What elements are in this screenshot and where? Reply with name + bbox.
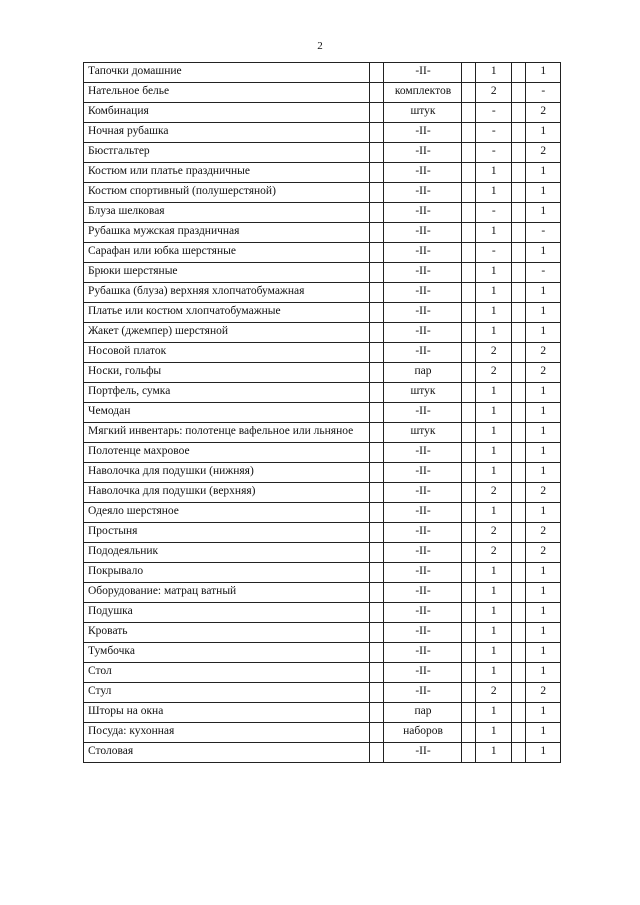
item-name-cell: Наволочка для подушки (верхняя): [83, 483, 370, 503]
unit-cell: -II-: [384, 623, 462, 643]
column-gap: [462, 563, 476, 583]
column-gap: [370, 583, 384, 603]
quantity-2-cell: 1: [526, 443, 562, 463]
quantity-1-cell: -: [476, 143, 512, 163]
column-gap: [462, 303, 476, 323]
column-gap: [370, 503, 384, 523]
unit-cell: -II-: [384, 483, 462, 503]
column-gap: [370, 203, 384, 223]
quantity-2-cell: 1: [526, 123, 562, 143]
table-row: [83, 183, 561, 203]
item-name-cell: Одеяло шерстяное: [83, 503, 370, 523]
unit-cell: -II-: [384, 143, 462, 163]
page-number: 2: [317, 40, 323, 52]
unit-cell: штук: [384, 383, 462, 403]
column-gap: [462, 183, 476, 203]
table-row: [83, 503, 561, 523]
column-gap: [370, 243, 384, 263]
column-gap: [512, 463, 526, 483]
column-gap: [370, 523, 384, 543]
column-gap: [370, 283, 384, 303]
table-row: [83, 483, 561, 503]
table-row: [83, 423, 561, 443]
table-row: [83, 583, 561, 603]
column-gap: [512, 703, 526, 723]
column-gap: [462, 143, 476, 163]
unit-cell: -II-: [384, 123, 462, 143]
column-gap: [370, 62, 384, 83]
quantity-1-cell: 1: [476, 62, 512, 83]
column-gap: [512, 723, 526, 743]
quantity-1-cell: 1: [476, 443, 512, 463]
quantity-1-cell: 1: [476, 623, 512, 643]
quantity-1-cell: -: [476, 123, 512, 143]
unit-cell: -II-: [384, 203, 462, 223]
column-gap: [462, 503, 476, 523]
quantity-1-cell: 1: [476, 263, 512, 283]
column-gap: [370, 323, 384, 343]
table-row: [83, 203, 561, 223]
item-name-cell: Сарафан или юбка шерстяные: [83, 243, 370, 263]
table-row: [83, 543, 561, 563]
column-gap: [512, 583, 526, 603]
table-row: [83, 603, 561, 623]
table-row: [83, 683, 561, 703]
quantity-1-cell: 1: [476, 603, 512, 623]
column-gap: [370, 423, 384, 443]
quantity-1-cell: 1: [476, 643, 512, 663]
quantity-2-cell: -: [526, 223, 562, 243]
table-row: [83, 723, 561, 743]
unit-cell: -II-: [384, 323, 462, 343]
quantity-1-cell: 2: [476, 543, 512, 563]
quantity-2-cell: 1: [526, 463, 562, 483]
unit-cell: -II-: [384, 443, 462, 463]
column-gap: [512, 263, 526, 283]
column-gap: [512, 303, 526, 323]
item-name-cell: Брюки шерстяные: [83, 263, 370, 283]
column-gap: [512, 243, 526, 263]
quantity-1-cell: -: [476, 203, 512, 223]
table-row: [83, 62, 561, 83]
column-gap: [512, 323, 526, 343]
item-name-cell: Наволочка для подушки (нижняя): [83, 463, 370, 483]
column-gap: [462, 62, 476, 83]
quantity-1-cell: 1: [476, 183, 512, 203]
column-gap: [462, 463, 476, 483]
column-gap: [462, 323, 476, 343]
column-gap: [370, 703, 384, 723]
item-name-cell: Простыня: [83, 523, 370, 543]
quantity-1-cell: 1: [476, 583, 512, 603]
unit-cell: пар: [384, 363, 462, 383]
column-gap: [370, 223, 384, 243]
table-row: [83, 383, 561, 403]
item-name-cell: Ночная рубашка: [83, 123, 370, 143]
unit-cell: -II-: [384, 243, 462, 263]
column-gap: [462, 343, 476, 363]
column-gap: [512, 403, 526, 423]
quantity-2-cell: 1: [526, 303, 562, 323]
quantity-2-cell: 1: [526, 203, 562, 223]
item-name-cell: Оборудование: матрац ватный: [83, 583, 370, 603]
column-gap: [462, 663, 476, 683]
column-gap: [512, 443, 526, 463]
table-row: [83, 103, 561, 123]
column-gap: [370, 723, 384, 743]
table-row: [83, 223, 561, 243]
table-row: [83, 563, 561, 583]
table-row: [83, 323, 561, 343]
item-name-cell: Столовая: [83, 743, 370, 763]
table-row: [83, 303, 561, 323]
column-gap: [462, 83, 476, 103]
column-gap: [370, 383, 384, 403]
quantity-2-cell: 1: [526, 183, 562, 203]
item-name-cell: Костюм или платье праздничные: [83, 163, 370, 183]
item-name-cell: Рубашка мужская праздничная: [83, 223, 370, 243]
column-gap: [370, 743, 384, 763]
quantity-2-cell: 1: [526, 583, 562, 603]
item-name-cell: Бюстгальтер: [83, 143, 370, 163]
table-row: [83, 743, 561, 763]
column-gap: [462, 623, 476, 643]
column-gap: [512, 143, 526, 163]
table-row: [83, 343, 561, 363]
column-gap: [512, 343, 526, 363]
quantity-1-cell: 1: [476, 163, 512, 183]
column-gap: [370, 83, 384, 103]
column-gap: [462, 483, 476, 503]
column-gap: [512, 543, 526, 563]
item-name-cell: Покрывало: [83, 563, 370, 583]
unit-cell: -II-: [384, 503, 462, 523]
table-row: [83, 163, 561, 183]
quantity-2-cell: 1: [526, 243, 562, 263]
unit-cell: -II-: [384, 163, 462, 183]
unit-cell: пар: [384, 703, 462, 723]
column-gap: [512, 423, 526, 443]
table-row: [83, 643, 561, 663]
item-name-cell: Рубашка (блуза) верхняя хлопчатобумажная: [83, 283, 370, 303]
quantity-1-cell: 1: [476, 503, 512, 523]
column-gap: [370, 683, 384, 703]
quantity-1-cell: -: [476, 103, 512, 123]
column-gap: [462, 223, 476, 243]
column-gap: [462, 523, 476, 543]
item-name-cell: Портфель, сумка: [83, 383, 370, 403]
quantity-1-cell: 1: [476, 303, 512, 323]
unit-cell: -II-: [384, 283, 462, 303]
column-gap: [512, 363, 526, 383]
quantity-1-cell: 2: [476, 83, 512, 103]
column-gap: [462, 123, 476, 143]
column-gap: [462, 583, 476, 603]
column-gap: [462, 383, 476, 403]
table-row: [83, 703, 561, 723]
unit-cell: -II-: [384, 603, 462, 623]
unit-cell: -II-: [384, 463, 462, 483]
item-name-cell: Мягкий инвентарь: полотенце вафельное или льняное: [83, 423, 370, 443]
quantity-1-cell: 1: [476, 223, 512, 243]
item-name-cell: Стул: [83, 683, 370, 703]
table-row: [83, 263, 561, 283]
quantity-2-cell: 1: [526, 703, 562, 723]
column-gap: [512, 203, 526, 223]
column-gap: [512, 603, 526, 623]
column-gap: [462, 543, 476, 563]
column-gap: [462, 443, 476, 463]
column-gap: [370, 643, 384, 663]
column-gap: [370, 403, 384, 423]
table-row: [83, 663, 561, 683]
column-gap: [370, 543, 384, 563]
column-gap: [462, 203, 476, 223]
table-row: [83, 443, 561, 463]
column-gap: [512, 743, 526, 763]
column-gap: [462, 723, 476, 743]
quantity-1-cell: 1: [476, 283, 512, 303]
quantity-1-cell: 1: [476, 463, 512, 483]
column-gap: [462, 643, 476, 663]
unit-cell: -II-: [384, 62, 462, 83]
quantity-2-cell: 1: [526, 163, 562, 183]
quantity-2-cell: 2: [526, 683, 562, 703]
table-row: [83, 123, 561, 143]
quantity-1-cell: -: [476, 243, 512, 263]
column-gap: [370, 603, 384, 623]
column-gap: [370, 163, 384, 183]
table-row: [83, 83, 561, 103]
column-gap: [512, 163, 526, 183]
unit-cell: комплектов: [384, 83, 462, 103]
quantity-2-cell: 2: [526, 483, 562, 503]
column-gap: [512, 563, 526, 583]
item-name-cell: Комбинация: [83, 103, 370, 123]
unit-cell: -II-: [384, 303, 462, 323]
quantity-2-cell: 1: [526, 323, 562, 343]
column-gap: [512, 643, 526, 663]
item-name-cell: Тумбочка: [83, 643, 370, 663]
quantity-1-cell: 2: [476, 523, 512, 543]
item-name-cell: Кровать: [83, 623, 370, 643]
column-gap: [370, 183, 384, 203]
column-gap: [370, 123, 384, 143]
quantity-1-cell: 1: [476, 723, 512, 743]
quantity-2-cell: 1: [526, 603, 562, 623]
unit-cell: -II-: [384, 543, 462, 563]
table-row: [83, 463, 561, 483]
column-gap: [462, 403, 476, 423]
unit-cell: -II-: [384, 523, 462, 543]
quantity-2-cell: 2: [526, 143, 562, 163]
column-gap: [462, 103, 476, 123]
item-name-cell: Нательное белье: [83, 83, 370, 103]
table-row: [83, 403, 561, 423]
column-gap: [512, 223, 526, 243]
quantity-2-cell: 1: [526, 623, 562, 643]
unit-cell: -II-: [384, 643, 462, 663]
quantity-1-cell: 1: [476, 743, 512, 763]
column-gap: [462, 283, 476, 303]
column-gap: [462, 743, 476, 763]
column-gap: [462, 263, 476, 283]
column-gap: [370, 143, 384, 163]
inventory-table-body: [83, 62, 561, 763]
item-name-cell: Шторы на окна: [83, 703, 370, 723]
column-gap: [512, 503, 526, 523]
quantity-1-cell: 2: [476, 683, 512, 703]
quantity-2-cell: 1: [526, 423, 562, 443]
column-gap: [370, 443, 384, 463]
quantity-2-cell: 1: [526, 743, 562, 763]
item-name-cell: Чемодан: [83, 403, 370, 423]
quantity-1-cell: 1: [476, 703, 512, 723]
unit-cell: -II-: [384, 263, 462, 283]
quantity-2-cell: 2: [526, 543, 562, 563]
column-gap: [512, 283, 526, 303]
table-row: [83, 363, 561, 383]
quantity-2-cell: -: [526, 263, 562, 283]
quantity-2-cell: -: [526, 83, 562, 103]
column-gap: [370, 663, 384, 683]
column-gap: [512, 183, 526, 203]
column-gap: [512, 523, 526, 543]
table-row: [83, 523, 561, 543]
column-gap: [512, 383, 526, 403]
unit-cell: -II-: [384, 683, 462, 703]
quantity-2-cell: 2: [526, 363, 562, 383]
item-name-cell: Блуза шелковая: [83, 203, 370, 223]
unit-cell: -II-: [384, 663, 462, 683]
table-row: [83, 143, 561, 163]
unit-cell: штук: [384, 423, 462, 443]
column-gap: [462, 603, 476, 623]
item-name-cell: Подушка: [83, 603, 370, 623]
quantity-2-cell: 1: [526, 563, 562, 583]
quantity-1-cell: 1: [476, 663, 512, 683]
quantity-1-cell: 1: [476, 423, 512, 443]
column-gap: [512, 483, 526, 503]
column-gap: [370, 563, 384, 583]
column-gap: [462, 683, 476, 703]
column-gap: [512, 123, 526, 143]
quantity-2-cell: 1: [526, 663, 562, 683]
item-name-cell: Стол: [83, 663, 370, 683]
column-gap: [512, 663, 526, 683]
unit-cell: -II-: [384, 743, 462, 763]
item-name-cell: Тапочки домашние: [83, 62, 370, 83]
table-row: [83, 623, 561, 643]
inventory-table: [83, 62, 561, 763]
quantity-2-cell: 1: [526, 283, 562, 303]
column-gap: [462, 363, 476, 383]
column-gap: [512, 62, 526, 83]
column-gap: [370, 263, 384, 283]
quantity-1-cell: 1: [476, 383, 512, 403]
item-name-cell: Пододеяльник: [83, 543, 370, 563]
unit-cell: наборов: [384, 723, 462, 743]
table-row: [83, 243, 561, 263]
column-gap: [370, 483, 384, 503]
column-gap: [512, 83, 526, 103]
column-gap: [462, 243, 476, 263]
unit-cell: штук: [384, 103, 462, 123]
column-gap: [370, 623, 384, 643]
column-gap: [512, 103, 526, 123]
column-gap: [462, 703, 476, 723]
quantity-1-cell: 1: [476, 403, 512, 423]
column-gap: [370, 103, 384, 123]
column-gap: [370, 463, 384, 483]
item-name-cell: Носки, гольфы: [83, 363, 370, 383]
column-gap: [370, 303, 384, 323]
unit-cell: -II-: [384, 183, 462, 203]
quantity-2-cell: 2: [526, 523, 562, 543]
unit-cell: -II-: [384, 343, 462, 363]
quantity-2-cell: 1: [526, 383, 562, 403]
unit-cell: -II-: [384, 403, 462, 423]
column-gap: [462, 423, 476, 443]
quantity-1-cell: 2: [476, 363, 512, 383]
quantity-2-cell: 2: [526, 103, 562, 123]
item-name-cell: Костюм спортивный (полушерстяной): [83, 183, 370, 203]
quantity-2-cell: 2: [526, 343, 562, 363]
item-name-cell: Посуда: кухонная: [83, 723, 370, 743]
quantity-2-cell: 1: [526, 62, 562, 83]
table-row: [83, 283, 561, 303]
quantity-2-cell: 1: [526, 503, 562, 523]
unit-cell: -II-: [384, 583, 462, 603]
item-name-cell: Полотенце махровое: [83, 443, 370, 463]
column-gap: [512, 623, 526, 643]
column-gap: [512, 683, 526, 703]
quantity-1-cell: 1: [476, 323, 512, 343]
column-gap: [370, 343, 384, 363]
quantity-1-cell: 2: [476, 343, 512, 363]
unit-cell: -II-: [384, 223, 462, 243]
quantity-1-cell: 2: [476, 483, 512, 503]
quantity-1-cell: 1: [476, 563, 512, 583]
unit-cell: -II-: [384, 563, 462, 583]
column-gap: [462, 163, 476, 183]
quantity-2-cell: 1: [526, 643, 562, 663]
item-name-cell: Носовой платок: [83, 343, 370, 363]
quantity-2-cell: 1: [526, 723, 562, 743]
column-gap: [370, 363, 384, 383]
item-name-cell: Платье или костюм хлопчатобумажные: [83, 303, 370, 323]
quantity-2-cell: 1: [526, 403, 562, 423]
item-name-cell: Жакет (джемпер) шерстяной: [83, 323, 370, 343]
